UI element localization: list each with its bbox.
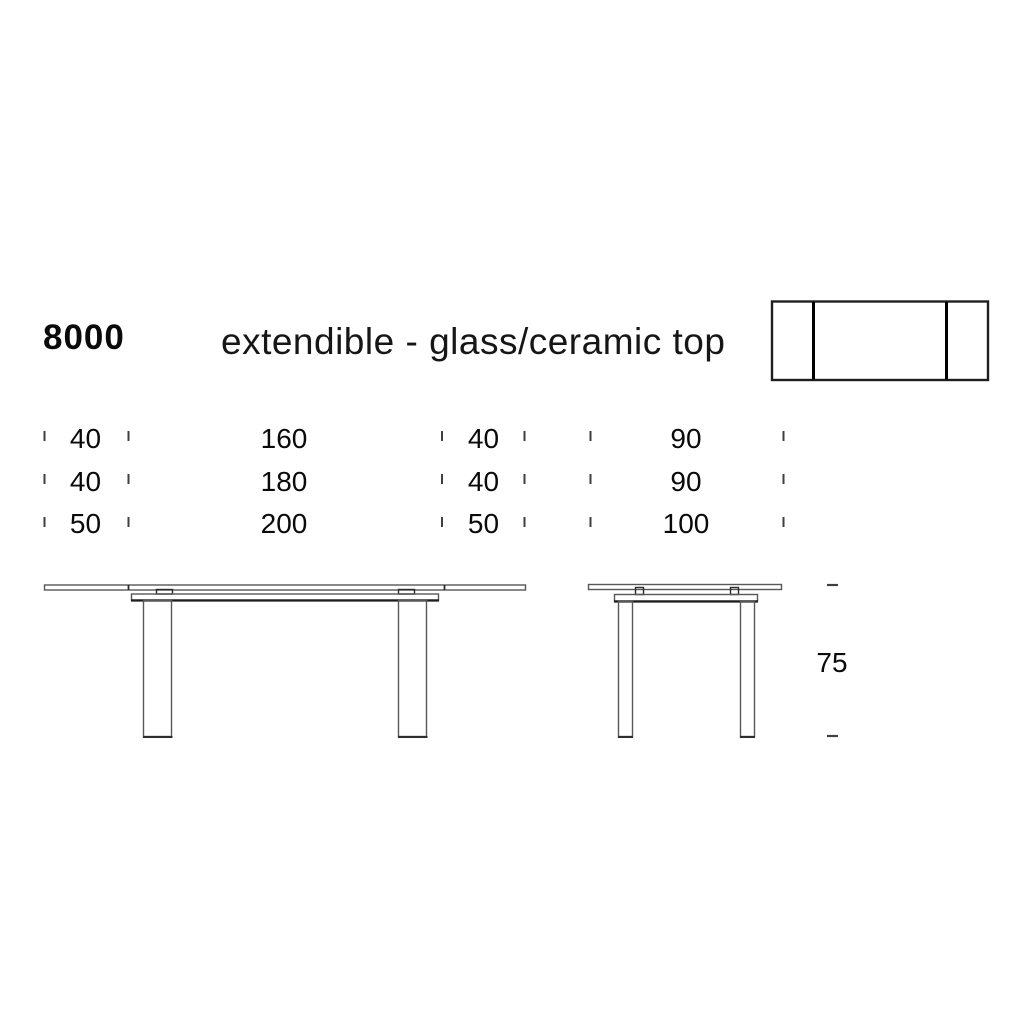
dimension-value: 50 [467,508,500,539]
dimension-value: 180 [260,466,308,497]
front-view-drawing [45,585,526,737]
dimension-value: 40 [467,423,500,454]
dimension-value: 200 [260,508,308,539]
side-view-drawing [589,585,782,738]
product-description: extendible - glass/ceramic top [221,321,726,362]
dimension-value: 90 [670,466,702,497]
dimension-value: 40 [69,466,102,497]
dimension-value: 100 [662,508,710,539]
model-number: 8000 [43,318,125,357]
dimension-value: 90 [670,423,702,454]
dimension-value: 40 [467,466,500,497]
dimension-value: 50 [69,508,102,539]
plan-view-drawing [772,302,988,381]
dimension-value: 160 [260,423,308,454]
height-dimension-value: 75 [816,647,848,678]
dimension-value: 40 [69,423,102,454]
